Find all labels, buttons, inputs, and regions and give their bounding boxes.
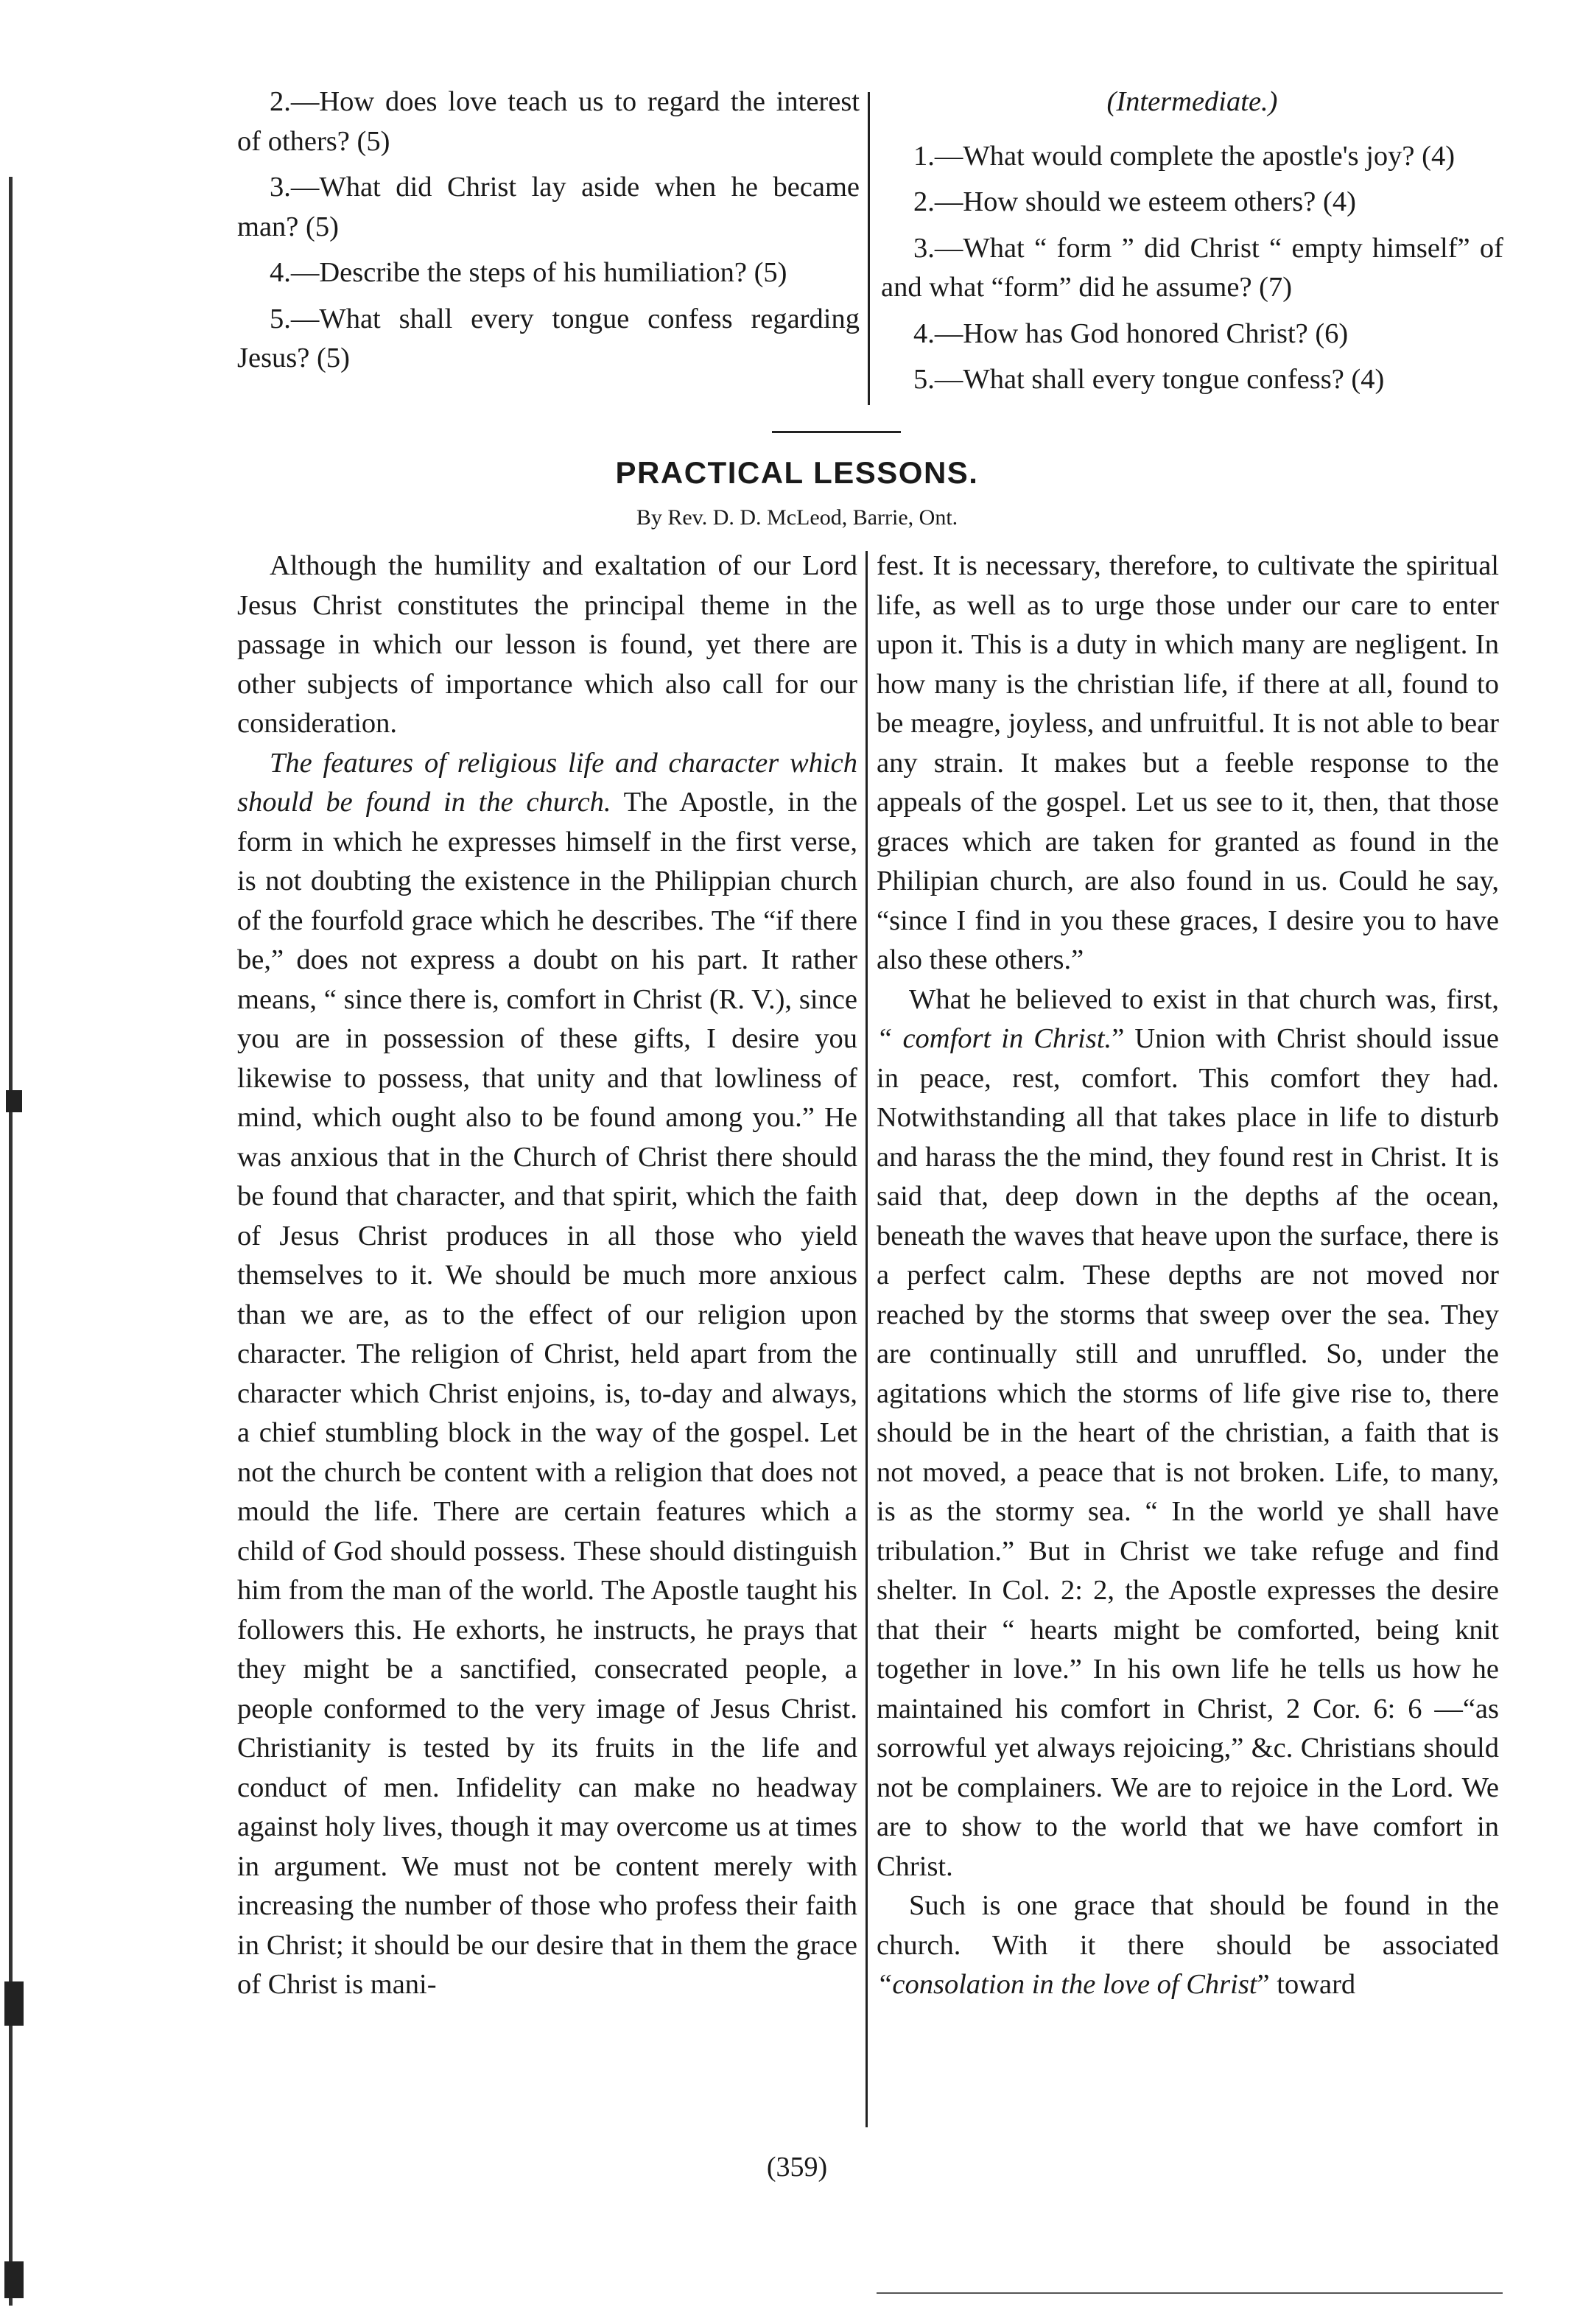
paragraph-text: What he believed to exist in that church was, first, xyxy=(909,983,1499,1015)
question-item: 4.—How has God honored Christ? (6) xyxy=(913,317,1349,349)
column-divider xyxy=(866,551,868,2127)
paragraph xyxy=(877,980,1499,1887)
question-item: 3.—What did Christ lay aside when he became man? (5) xyxy=(237,172,860,242)
article-left-column xyxy=(237,547,857,2005)
question-item: 1.—What would complete the apostle's joy? (4) xyxy=(913,140,1456,172)
question-item: 5.—What shall every tongue confess regarding Jesus? (5) xyxy=(237,303,860,373)
question-level-heading: (Intermediate.) xyxy=(1106,86,1278,117)
question-item: 3.—What “ form ” did Christ “ empty himself” of and what “form” did he assume? (7) xyxy=(881,232,1503,303)
column-divider xyxy=(868,92,870,405)
questions-right-column xyxy=(881,83,1503,407)
italic-phrase: “ comfort in Christ. xyxy=(877,1023,1112,1054)
paragraph-text: Such is one grace that should be found in the church. With it there should be associated xyxy=(877,1890,1499,1961)
question-item: 4.—Describe the steps of his humiliation? (5) xyxy=(270,257,787,288)
italic-heading: The features of religious life and character which should be found in the church. xyxy=(237,747,857,818)
scan-binding-edge xyxy=(0,177,27,2306)
footer-rule xyxy=(877,2292,1503,2294)
italic-phrase: “consolation in the love of Christ xyxy=(877,1969,1257,2000)
paragraph: fest. It is necessary, therefore, to cultivate the spiritual life, as well as to urge those under our care to enter upon it. This is a duty in which many are negligent. In how many is the christian life, if there at all, found to be meagre, joyless, and unfruitful. It is not able to bear any strain. It makes but a feeble response to the appeals of the gospel. Let us see to it, then, that those graces which are taken for granted as found in the Philipian church, are also found in us. Could he say, “since I find in you these graces, I desire you to have also these others.” xyxy=(877,550,1499,975)
paragraph xyxy=(237,744,857,2005)
questions-left-column xyxy=(237,83,860,385)
article-title: PRACTICAL LESSONS. xyxy=(615,455,979,490)
paragraph: Although the humility and exaltation of our Lord Jesus Christ constitutes the principal theme in the passage in which our lesson is found, yet there are other subjects of importance which also call for our consideration. xyxy=(237,550,857,739)
paragraph-text: ” toward xyxy=(1257,1969,1356,2000)
article-right-column xyxy=(877,547,1499,2005)
page-number: (359) xyxy=(766,2152,828,2183)
article-byline: By Rev. D. D. McLeod, Barrie, Ont. xyxy=(636,505,958,530)
question-item: 2.—How should we esteem others? (4) xyxy=(913,186,1356,217)
paragraph xyxy=(877,1886,1499,2005)
section-rule xyxy=(772,431,901,433)
paragraph-text: The Apostle, in the form in which he expresses himself in the first verse, is not doubting the existence in the Philippian church of the fourfold grace which he describes. The “if there be,” does not express a doubt on his part. It rather means, “ since there is, comfort in Christ (R. V.), since you are in possession of these gifts, I desire you likewise to possess, that unity and that lowliness of mind, which ought also to be found among you.” He was anxious that in the Church of Christ there should be found that character, and that spirit, which the faith of Jesus Christ produces in all those who yield themselves to it. We should be much more anxious than we are, as to the effect of our religion upon character. The religion of Christ, held apart from the character which Christ enjoins, is, to-day and always, a chief stumbling block in the way of the gospel. Let not the church be content with a religion that does not mould the life. There are certain features which a child of God should possess. These should distinguish him from the man of the world. The Apostle taught his followers this. He exhorts, he instructs, he prays that they might be a sanctified, consecrated people, a people conformed to the very image of Jesus Christ. Christianity is tested by its fruits in the life and conduct of men. Infidelity can make no headway against holy lives, though it may overcome us at times in argument. We must not be content merely with increasing the number of those who profess their faith in Christ; it should be our desire that in them the grace of Christ is mani- xyxy=(237,787,857,2000)
question-item: 5.—What shall every tongue confess? (4) xyxy=(913,364,1385,395)
question-item: 2.—How does love teach us to regard the interest of others? (5) xyxy=(237,86,860,157)
paragraph-text: ” Union with Christ should issue in peace, rest, comfort. This comfort they had. Notwithstanding all that takes place in life to disturb and harass the the mind, they found rest in Christ. It is said that, deep down in the depths af the ocean, beneath the waves that heave upon the surface, there is a perfect calm. These depths are not moved nor reached by the storms that sweep over the sea. They are continually still and unruffled. So, under the agitations which the storms of life give rise to, there should be in the heart of the christian, a faith that is not moved, a peace that is not broken. Life, to many, is as the stormy sea. “ In the world ye shall have tribulation.” But in Christ we take refuge and find shelter. In Col. 2: 2, the Apostle expresses the desire that their “ hearts might be comforted, being knit together in love.” In his own life he tells us how he maintained his comfort in Christ, 2 Cor. 6: 6 —“as sorrowful yet always rejoicing,” &c. Christians should not be complainers. We are to rejoice in the Lord. We are to show to the world that we have comfort in Christ. xyxy=(877,1023,1500,1882)
